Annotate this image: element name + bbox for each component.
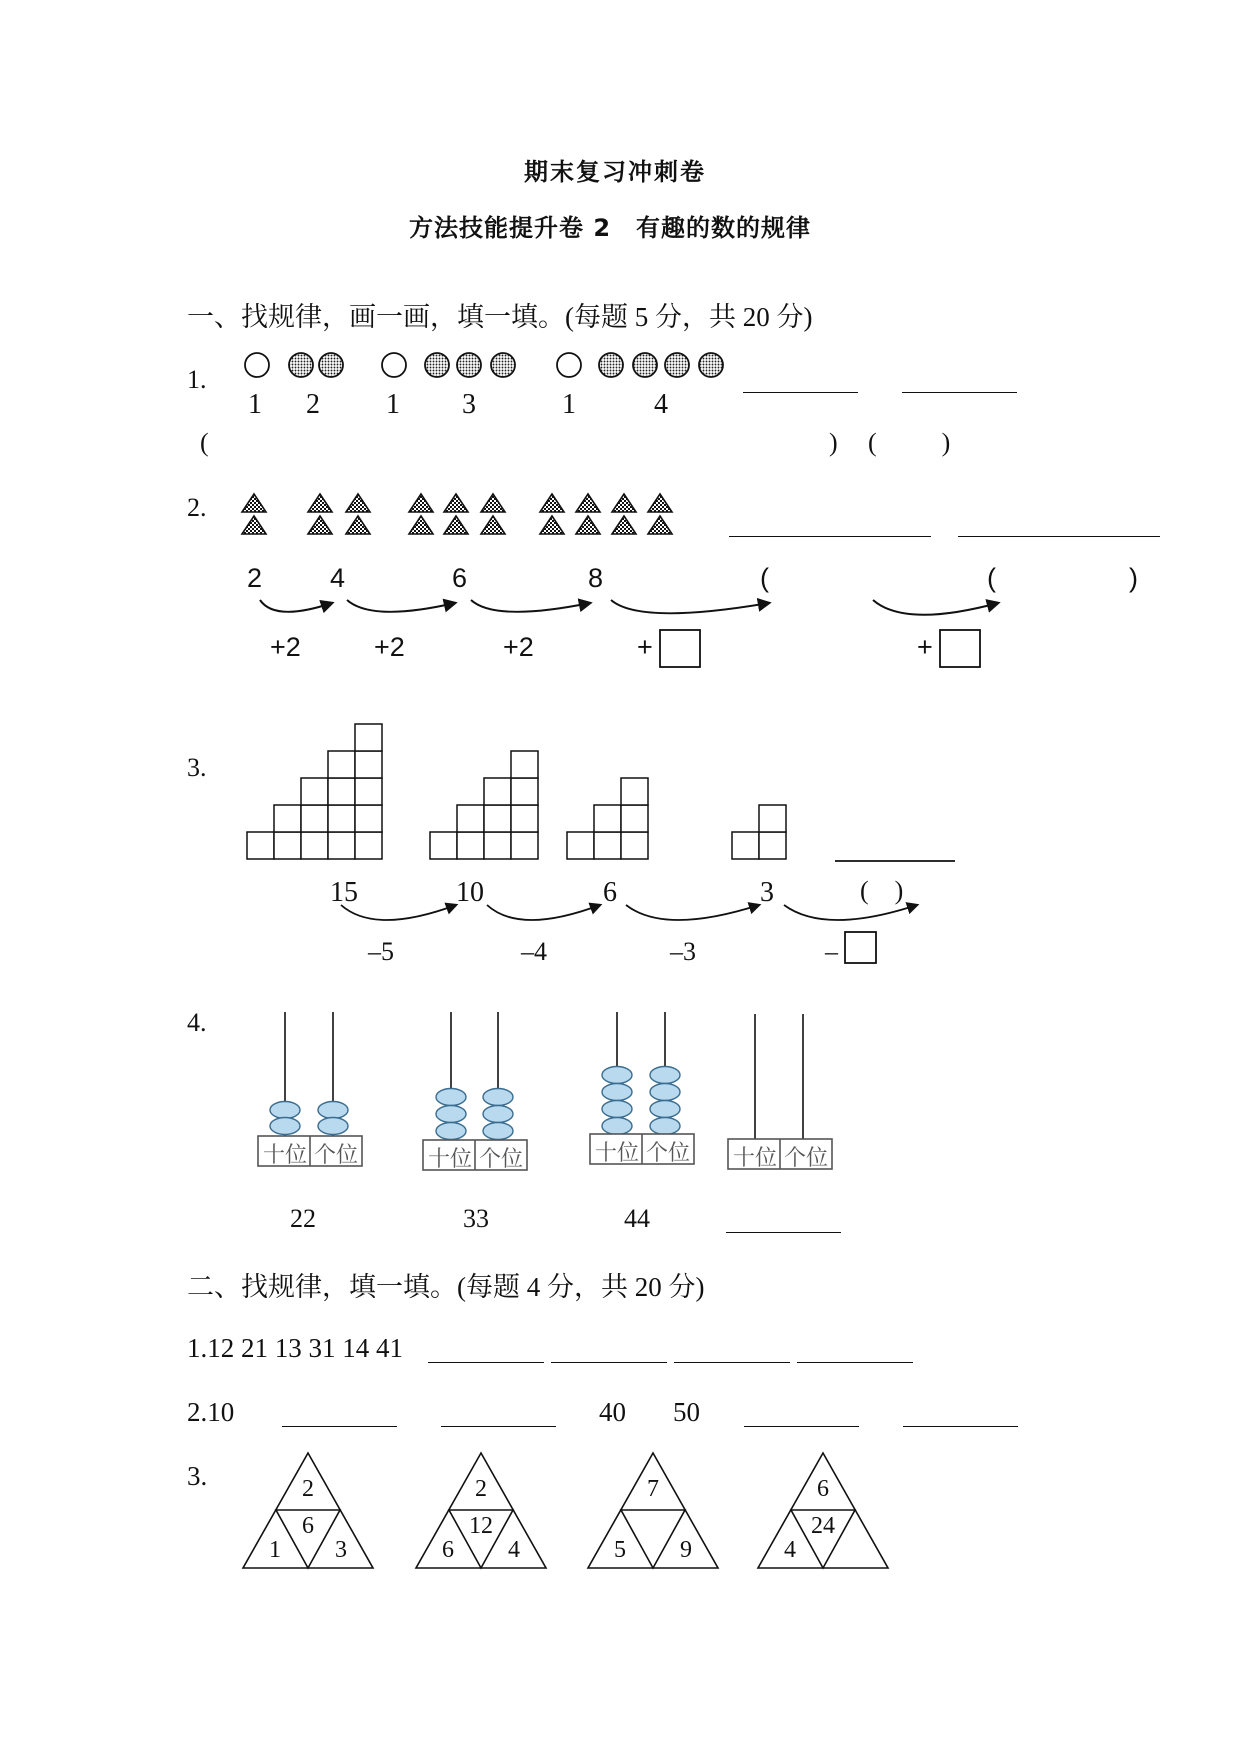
triangle-left: 6 (442, 1537, 454, 1563)
ones-label: 个位 (313, 1142, 358, 1167)
q3-seq-number: 15 (330, 877, 358, 908)
triangle-top: 2 (302, 1476, 314, 1502)
q3-step: –4 (521, 937, 547, 966)
q2-step: +2 (503, 632, 534, 662)
triangle-left: 5 (614, 1537, 626, 1563)
q1-count: 1 (562, 389, 576, 420)
q4-value: 22 (290, 1204, 316, 1233)
q3-seq-number: 10 (456, 877, 484, 908)
ones-label: 个位 (478, 1146, 523, 1171)
q2-paren: ( (987, 563, 996, 593)
triangle-center: 6 (302, 1513, 314, 1539)
section-1-heading: 一、找规律，画一画，填一填。(每题 5 分，共 20 分) (187, 302, 813, 332)
triangle-top: 2 (475, 1476, 487, 1502)
q1-number: 1. (187, 365, 207, 394)
q3-number: 3. (187, 753, 207, 782)
q1-paren-right: ) (829, 428, 838, 457)
page-subtitle: 方法技能提升卷 2 有趣的数的规律 (408, 214, 812, 242)
tens-label: 十位 (594, 1140, 639, 1165)
triangle-top: 7 (647, 1476, 659, 1502)
s2-q2-value: 50 (673, 1397, 700, 1427)
q2-number: 2. (187, 493, 207, 522)
q2-step: +2 (270, 632, 301, 662)
q3-step: –5 (368, 937, 394, 966)
ones-label: 个位 (783, 1145, 828, 1170)
q2-seq-number: 2 (247, 563, 263, 593)
triangle-top: 6 (817, 1476, 829, 1502)
q1-count: 2 (306, 389, 320, 420)
q3-seq-number: 6 (603, 877, 617, 908)
q4-value: 44 (624, 1204, 650, 1233)
triangle-right: 9 (680, 1537, 692, 1563)
page-title: 期末复习冲刺卷 (524, 158, 706, 186)
s2-q2-value: 40 (599, 1397, 626, 1427)
s2-q3-number: 3. (187, 1461, 208, 1491)
q2-paren: ( (760, 563, 769, 593)
q3-seq-number: 3 (760, 877, 774, 908)
q4-number: 4. (187, 1008, 207, 1037)
triangle-left: 1 (269, 1537, 281, 1563)
q1-count: 1 (386, 389, 400, 420)
q4-value: 33 (463, 1204, 489, 1233)
triangle-center: 12 (469, 1513, 493, 1539)
triangle-right: 3 (335, 1537, 347, 1563)
q2-seq-number: 8 (588, 563, 604, 593)
q2-paren: ) (1129, 563, 1138, 593)
q2-plus: + (917, 632, 933, 662)
triangle-left: 4 (784, 1537, 796, 1563)
triangle-center: 24 (811, 1513, 835, 1539)
q2-plus: + (637, 632, 653, 662)
tens-label: 十位 (262, 1142, 307, 1167)
q3-paren[interactable]: ( ) (860, 876, 904, 905)
q1-count: 1 (248, 389, 262, 420)
s2-q2-number: 2.10 (187, 1397, 235, 1427)
q2-seq-number: 6 (452, 563, 468, 593)
q1-paren-left: ( (200, 428, 209, 457)
triangle-right: 4 (508, 1537, 520, 1563)
s2-q1-text: 1.12 21 13 31 14 41 (187, 1333, 403, 1363)
q3-step: –3 (670, 937, 696, 966)
q1-count: 4 (654, 389, 668, 420)
q2-step: +2 (374, 632, 405, 662)
tens-label: 十位 (427, 1146, 472, 1171)
q1-count: 3 (462, 389, 476, 420)
q3-minus: – (825, 937, 838, 966)
ones-label: 个位 (645, 1140, 690, 1165)
section-2-heading: 二、找规律，填一填。(每题 4 分，共 20 分) (187, 1272, 705, 1302)
q2-seq-number: 4 (330, 563, 346, 593)
tens-label: 十位 (732, 1145, 777, 1170)
q1-paren-answer[interactable]: ( ) (868, 428, 951, 457)
